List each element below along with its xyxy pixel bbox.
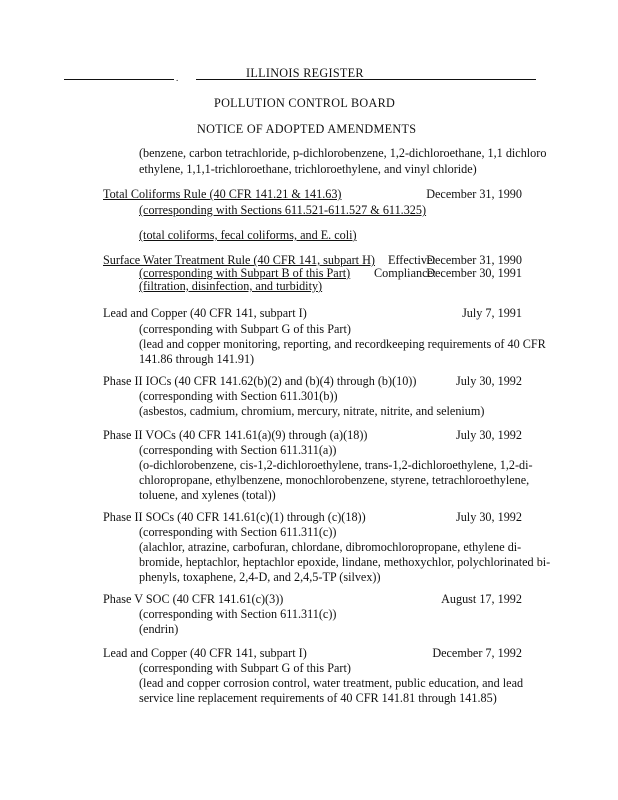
entry-line: service line replacement requirements of 40 CFR 141.81 through 141.85)	[139, 691, 497, 705]
entry-title-total-coliforms: Total Coliforms Rule (40 CFR 141.21 & 141.63)	[103, 187, 342, 201]
entry-date-phase2-socs: July 30, 1992	[455, 510, 522, 524]
board-title: POLLUTION CONTROL BOARD	[214, 96, 396, 110]
entry-line: (asbestos, cadmium, chromium, mercury, nitrate, nitrite, and selenium)	[139, 404, 485, 418]
entry-date-phase2-vocs: July 30, 1992	[455, 428, 522, 442]
entry-line: (endrin)	[139, 622, 179, 636]
entry-date-lead-copper-1991: July 7, 1991	[462, 306, 522, 320]
entry-date-phase2-iocs: July 30, 1992	[455, 374, 522, 388]
entry-title-phase2-iocs: Phase II IOCs (40 CFR 141.62(b)(2) and (b)(4) through (b)(10))	[103, 374, 417, 388]
register-title: ILLINOIS REGISTER	[246, 66, 364, 80]
entry-date-phase5-soc: August 17, 1992	[441, 592, 522, 606]
entry-line: (corresponding with Sections 611.521-611.527 & 611.325)	[139, 203, 427, 217]
entry-title-phase2-vocs: Phase II VOCs (40 CFR 141.61(a)(9) through (a)(18))	[103, 428, 368, 442]
entry-line: (alachlor, atrazine, carbofuran, chlordane, dibromochloropropane, ethylene di-	[139, 540, 522, 554]
entry-title-lead-copper-1991: Lead and Copper (40 CFR 141, subpart I)	[103, 306, 307, 320]
entry-line: (corresponding with Section 611.311(a))	[139, 443, 337, 457]
entry-line: (corresponding with Subpart G of this Part)	[139, 322, 351, 336]
entry-line: (corresponding with Section 611.301(b))	[139, 389, 338, 403]
decorative-dot: .	[176, 73, 179, 83]
entry-title-phase2-socs: Phase II SOCs (40 CFR 141.61(c)(1) through (c)(18))	[103, 510, 366, 524]
entry-line: (corresponding with Subpart G of this Part)	[139, 661, 351, 675]
entry-line: bromide, heptachlor, heptachlor epoxide, lindane, methoxychlor, polychlorinated bi-	[139, 555, 551, 569]
entry-line: (filtration, disinfection, and turbidity)	[139, 279, 323, 293]
entry-title-phase5-soc: Phase V SOC (40 CFR 141.61(c)(3))	[103, 592, 284, 606]
effective-date: December 31, 1990	[426, 253, 522, 267]
compliance-date: December 30, 1991	[426, 266, 522, 280]
entry-line: (lead and copper corrosion control, water treatment, public education, and lead	[139, 676, 524, 690]
compliance-label: Compliance:	[374, 266, 437, 280]
entry-line: (o-dichlorobenzene, cis-1,2-dichloroethylene, trans-1,2-dichloroethylene, 1,2-di-	[139, 458, 533, 472]
entry-line: (corresponding with Section 611.311(c))	[139, 525, 337, 539]
entry-title-lead-copper-1992: Lead and Copper (40 CFR 141, subpart I)	[103, 646, 307, 660]
entry-date-total-coliforms: December 31, 1990	[426, 187, 522, 201]
entry-line: 141.86 through 141.91)	[139, 352, 255, 366]
entry-line: (corresponding with Section 611.311(c))	[139, 607, 337, 621]
entry-line: (lead and copper monitoring, reporting, and recordkeeping requirements of 40 CFR	[139, 337, 546, 351]
notice-title: NOTICE OF ADOPTED AMENDMENTS	[197, 122, 417, 136]
header-rule-left	[64, 79, 174, 80]
entry-title-surface-water: Surface Water Treatment Rule (40 CFR 141, subpart H)	[103, 253, 375, 267]
entry-line: (total coliforms, fecal coliforms, and E. coli)	[139, 228, 357, 242]
intro-line-1: (benzene, carbon tetrachloride, p-dichlorobenzene, 1,2-dichloroethane, 1,1 dichloro	[139, 146, 547, 160]
entry-line: phenyls, toxaphene, 2,4-D, and 2,4,5-TP (silvex))	[139, 570, 381, 584]
entry-line: (corresponding with Subpart B of this Part)	[139, 266, 351, 280]
effective-label: Effective:	[388, 253, 436, 267]
entry-line: toluene, and xylenes (total))	[139, 488, 276, 502]
entry-date-lead-copper-1992: December 7, 1992	[432, 646, 522, 660]
intro-line-2: ethylene, 1,1,1-trichloroethane, trichloroethylene, and vinyl chloride)	[139, 162, 477, 176]
entry-line: chloropropane, ethylbenzene, monochlorobenzene, styrene, tetrachloroethylene,	[139, 473, 530, 487]
